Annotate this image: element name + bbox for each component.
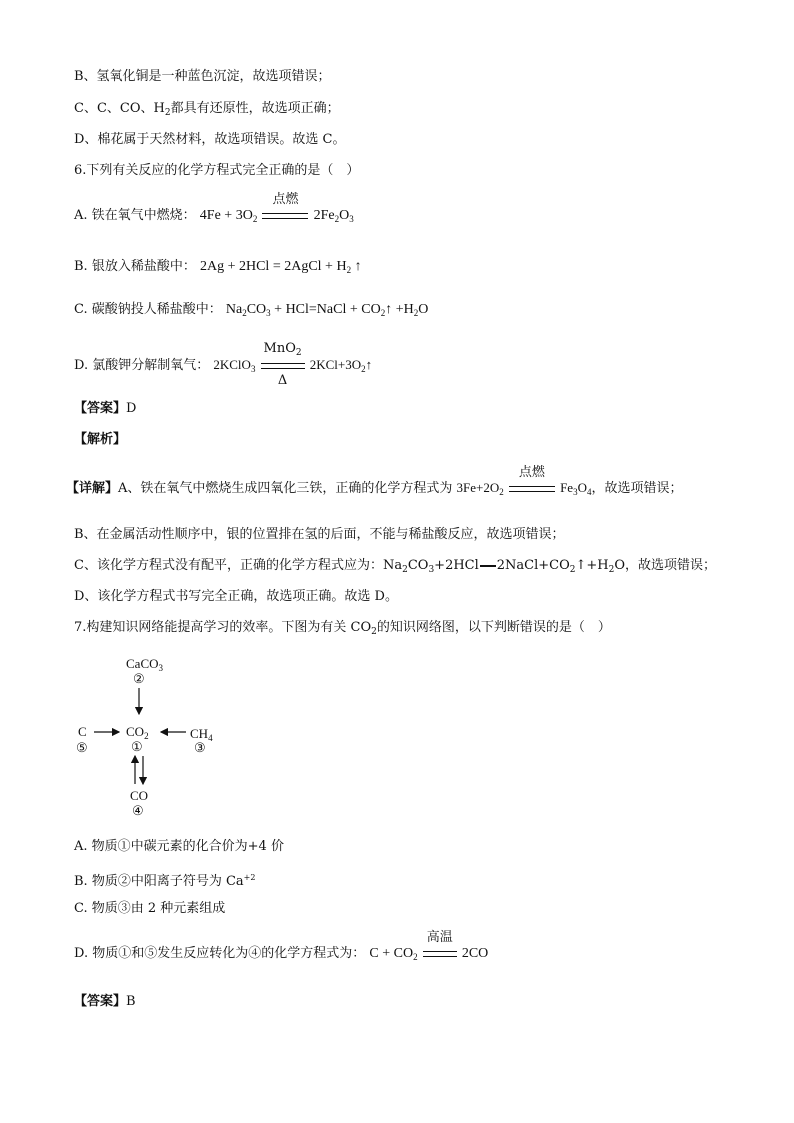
- node-co2: $CO_2$: [126, 724, 149, 741]
- node-4-label: ④: [132, 803, 144, 818]
- q6-option-c: C. 碳酸钠投人稀盐酸中： $Na_2CO_3$ + HCl=NaCl + $CO_2↑ +H_2O$: [74, 302, 429, 318]
- node-1-label: ①: [131, 739, 143, 754]
- reaction-arrow-ignite-2: 点燃: [509, 480, 555, 498]
- q6-option-a: A. 铁在氧气中燃烧： $4Fe + 3O_2$ 点燃 $2Fe_2O_3$: [74, 192, 354, 224]
- node-c: C: [78, 724, 87, 739]
- answer-7: 【答案】B: [74, 994, 136, 1009]
- q6-option-b: B. 银放入稀盐酸中： 2Ag + 2HCl = 2AgCl + $H_2$ ↑: [74, 259, 362, 275]
- detail-b: B、在金属活动性顺序中，银的位置排在氢的后面，不能与稀盐酸反应，故选项错误；: [74, 527, 565, 542]
- q7-option-a: A. 物质①中碳元素的化合价为+4 价: [74, 839, 284, 854]
- node-2-label: ②: [133, 671, 145, 686]
- node-5-label: ⑤: [76, 740, 88, 755]
- line-c-prev: C、C、CO、$H_2$都具有还原性，故选项正确；: [74, 101, 340, 118]
- question-7-stem: 7.构建知识网络能提高学习的效率。下图为有关 $CO_2$的知识网络图，以下判断错误的是（ ）: [74, 620, 611, 637]
- answer-6: 【答案】D: [74, 401, 137, 416]
- analysis-label: 【解析】: [74, 432, 127, 447]
- line-b-prev: B、氢氧化铜是一种蓝色沉淀，故选项错误；: [74, 69, 331, 84]
- diagram-arrows: [74, 650, 254, 825]
- q7-option-c: C. 物质③由 2 种元素组成: [74, 901, 226, 916]
- node-co: CO: [130, 788, 149, 803]
- q7-option-d: D. 物质①和⑤发生反应转化为④的化学方程式为： $C + CO_2$ 高温 2CO: [74, 930, 489, 962]
- detail-d: D、该化学方程式书写完全正确，故选项正确。故选 D。: [74, 589, 398, 604]
- detail-a: 【详解】A、铁在氧气中燃烧生成四氧化三铁，正确的化学方程式为 $3Fe+2O_2$ 点燃 $Fe_3O_4$，故选项错误；: [66, 465, 683, 497]
- q6-option-d: D. 氯酸钾分解制氧气： 2KClO$_3$ MnO$_2$ Δ $2KCl+3O_2↑$: [74, 341, 373, 388]
- node-ch4: $CH_4$: [190, 726, 213, 743]
- co2-network-diagram: [74, 650, 254, 825]
- node-3-label: ③: [194, 740, 206, 755]
- line-d-prev: D、棉花属于天然材料，故选项错误。故选 C。: [74, 132, 346, 147]
- reaction-arrow-catalyst: MnO$_2$ Δ: [261, 357, 305, 375]
- node-caco3: CaCO$_3$: [126, 656, 163, 673]
- reaction-arrow-ignite: 点燃: [262, 207, 308, 225]
- question-6-stem: 6.下列有关反应的化学方程式完全正确的是（ ）: [74, 163, 360, 178]
- reaction-arrow-high-temp: 高温: [423, 945, 457, 963]
- detail-c: C、该化学方程式没有配平，正确的化学方程式应为：$Na_2CO_3+2HCl$ $2NaCl+CO_2↑+H_2O$，故选项错误；: [74, 558, 717, 575]
- q7-option-b: B. 物质②中阳离子符号为 $Ca^{+2}$: [74, 873, 256, 889]
